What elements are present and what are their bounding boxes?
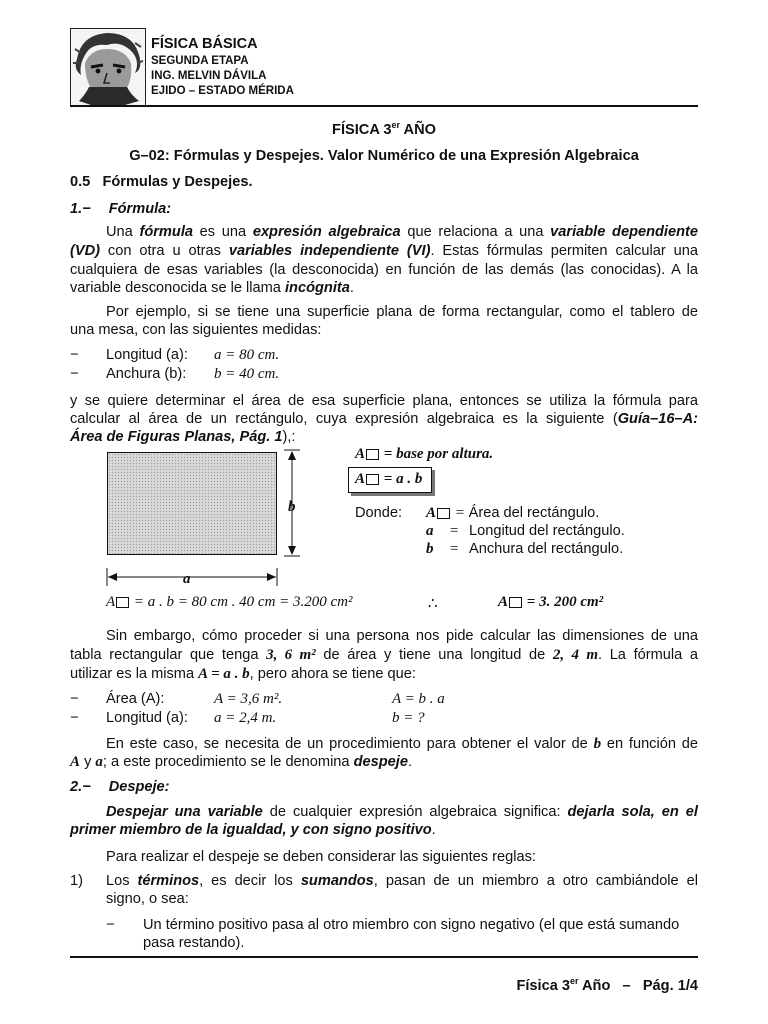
rule1-sub-line-2: pasa restando).	[143, 935, 245, 951]
item1-heading: 1.− Fórmula:	[70, 201, 172, 217]
area-result: A = 3. 200 cm²	[498, 594, 604, 610]
header-title: FÍSICA BÁSICA	[151, 36, 258, 52]
square-icon	[437, 508, 450, 519]
width-dimension-arrow	[100, 566, 286, 588]
donde-label: Donde:	[355, 505, 403, 521]
area-formula: A = base por altura.	[355, 446, 494, 462]
p3-line-3: Área de Figuras Planas, Pág. 1),:	[70, 429, 296, 445]
p7-line-1: Para realizar el despeje se deben considerar las siguientes reglas:	[106, 849, 536, 865]
header-portrait	[70, 28, 146, 106]
section-heading: 0.5 Fórmulas y Despejes.	[70, 174, 253, 190]
definition-length: a=Longitud del rectángulo.	[426, 523, 625, 539]
p4-line-2: tabla rectangular que tenga 3, 6 m² de área y tiene una longitud de 2, 4 m. La fórmula a	[70, 647, 698, 663]
therefore-symbol: ∴	[428, 595, 438, 612]
list2-row-2: − Longitud (a): a = 2,4 m. b = ?	[70, 710, 425, 726]
area-formula-box: A = a . b	[348, 467, 432, 493]
definition-width: b=Anchura del rectángulo.	[426, 541, 624, 557]
p6-line-1: Despejar una variable de cualquier expresión algebraica significa: dejarla sola, en el	[106, 804, 698, 820]
doc-title: FÍSICA 3er AÑO	[332, 120, 436, 138]
rule1-sub-dash: −	[106, 917, 115, 933]
p6-line-2: primer miembro de la igualdad, y con signo positivo.	[70, 822, 436, 838]
header-line-2: ING. MELVIN DÁVILA	[151, 70, 267, 82]
header-line-3: EJIDO – ESTADO MÉRIDA	[151, 85, 294, 97]
area-calculation: A = a . b = 80 cm . 40 cm = 3.200 cm²	[106, 594, 353, 610]
footer-page-label: Física 3er Año – Pág. 1/4	[516, 976, 698, 994]
rule1-number: 1)	[70, 873, 83, 889]
header-rule	[70, 105, 698, 107]
p2-line-1: Por ejemplo, si se tiene una superficie plana de forma rectangular, como el tablero de	[106, 304, 698, 320]
doc-subtitle: G–02: Fórmulas y Despejes. Valor Numérico de una Expresión Algebraica	[129, 148, 639, 164]
portrait-icon	[71, 29, 145, 105]
label-a: a	[183, 571, 191, 587]
p4-line-1: Sin embargo, cómo proceder si una persona nos pide calcular las dimensiones de una	[106, 628, 698, 644]
list2-row-1: − Área (A): A = 3,6 m². A = b . a	[70, 691, 445, 707]
square-icon	[366, 449, 379, 460]
rule1-sub-line-1: Un término positivo pasa al otro miembro con signo negativo (el que está sumando	[143, 917, 680, 933]
list1-row-1: − Longitud (a): a = 80 cm.	[70, 347, 280, 363]
p1-line-2: (VD) con otra u otras variables independiente (VI). Estas fórmulas permiten calcular una	[70, 243, 699, 259]
p1-line-4: variable desconocida se le llama incógnita.	[70, 280, 354, 296]
square-icon	[366, 474, 379, 485]
p5-line-1: En este caso, se necesita de un procedimiento para obtener el valor de b en función de	[106, 736, 698, 752]
footer-rule	[70, 956, 698, 958]
definition-area: A = Área del rectángulo.	[426, 505, 600, 521]
list1-row-2: − Anchura (b): b = 40 cm.	[70, 366, 280, 382]
p5-line-2: A y a; a este procedimiento se le denomina despeje.	[70, 754, 413, 770]
header-line-1: SEGUNDA ETAPA	[151, 55, 249, 67]
p3-line-1: y se quiere determinar el área de esa superficie plana, entonces se utiliza la fórmula para	[70, 393, 698, 409]
item2-heading: 2.− Despeje:	[70, 779, 170, 795]
p1-line-1: Una fórmula es una expresión algebraica que relaciona a una variable dependiente	[106, 224, 698, 240]
p4-line-3: utilizar es la misma A = a . b, pero ahora se tiene que:	[70, 666, 416, 682]
rectangle-figure	[107, 452, 277, 555]
p3-line-2: calcular al área de un rectángulo, cuya expresión algebraica es la siguiente (Guía–16–A:	[70, 411, 698, 427]
square-icon	[116, 597, 129, 608]
label-b: b	[288, 499, 296, 515]
p2-line-2: una mesa, con las siguientes medidas:	[70, 322, 322, 338]
p1-line-3: cualquiera de esas variables (la desconocida) en función de las demás (las conocidas). A la	[70, 262, 698, 278]
rule1-line-1: Los términos, es decir los sumandos, pasan de un miembro a otro cambiándole el	[106, 873, 699, 889]
square-icon	[509, 597, 522, 608]
rule1-line-2: signo, o sea:	[106, 891, 189, 907]
